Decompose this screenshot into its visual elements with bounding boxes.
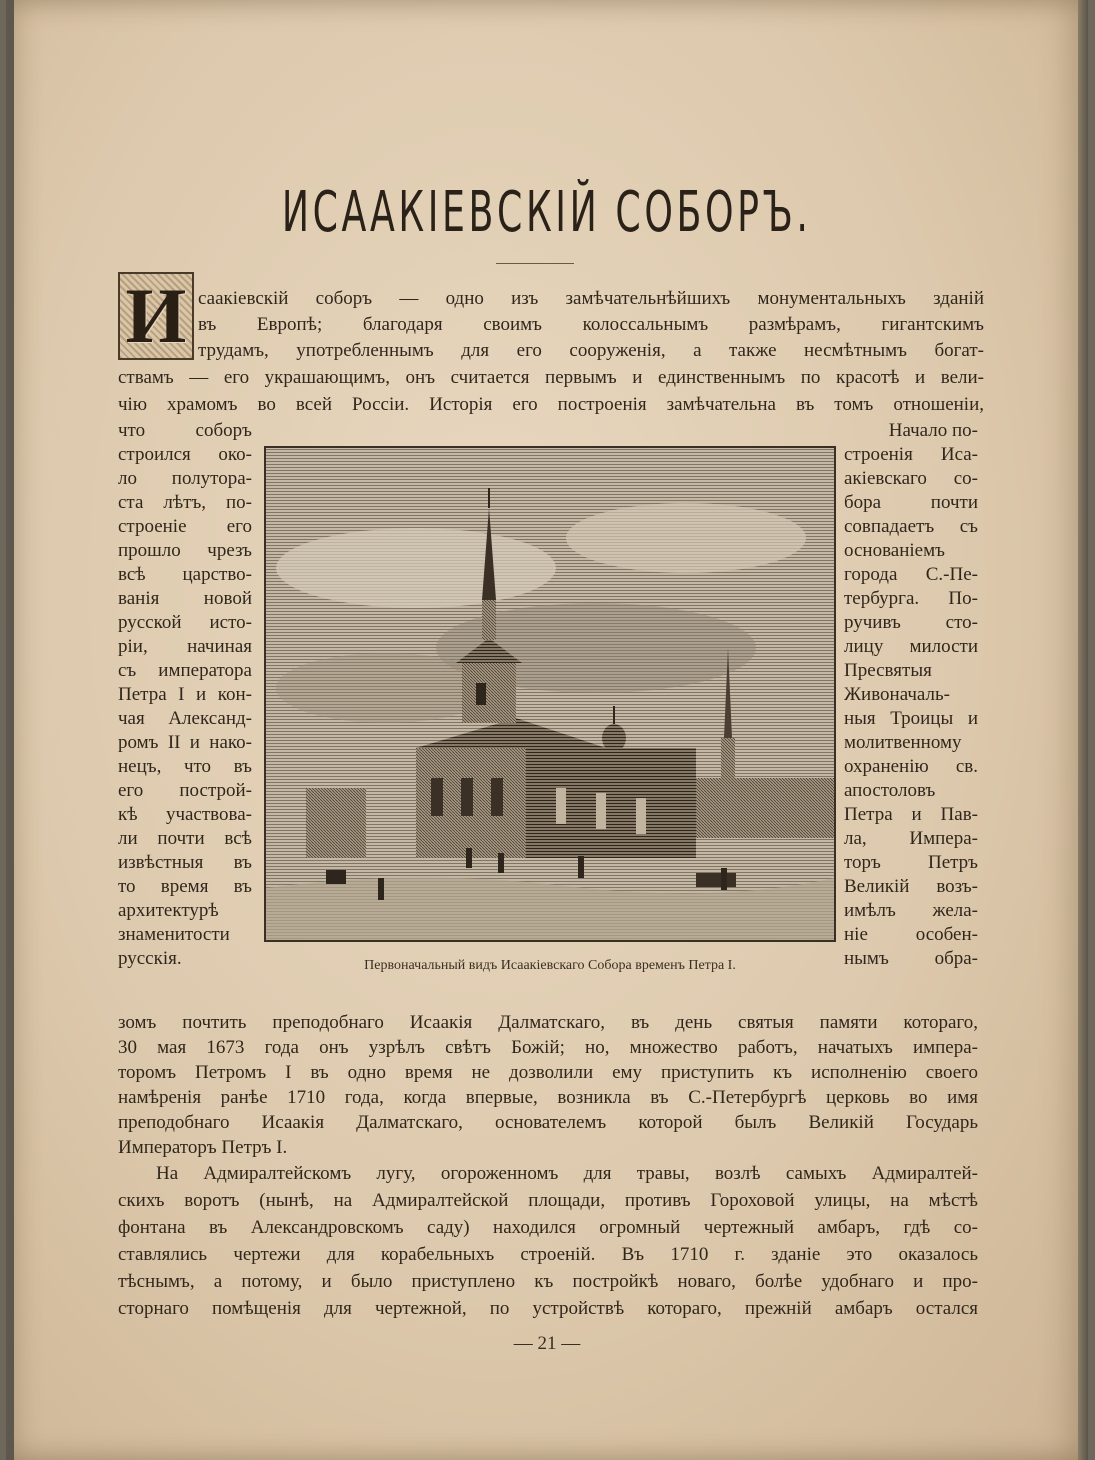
- left-column-line: ріи, начиная: [118, 636, 252, 657]
- intro-line: трудамъ, употребленнымъ для его сооруженія, а также несмѣтнымъ богат-: [198, 340, 984, 361]
- intro-line: ствамъ — его украшающимъ, онъ считается первымъ и единственнымъ по красотѣ и вели-: [118, 367, 984, 388]
- body-line: намѣренія ранѣе 1710 года, когда впервые, возникла въ С.-Петербургѣ церковь во имя: [118, 1087, 978, 1108]
- right-column-line: ла, Импера-: [844, 828, 978, 849]
- left-column-line: кѣ участвова-: [118, 804, 252, 825]
- right-column-line: Живоначаль-: [844, 684, 951, 705]
- right-column-line: тербурга. По-: [844, 588, 978, 609]
- paragraph-line: ставлялись чертежи для корабельныхъ строеній. Въ 1710 г. зданіе это оказалось: [118, 1244, 978, 1265]
- right-column-line: бора почти: [844, 492, 978, 513]
- left-column-line: русскія.: [118, 948, 182, 969]
- left-column-line: ли почти всѣ: [118, 828, 252, 849]
- right-column-line: ныя Троицы и: [844, 708, 978, 729]
- body-line: 30 мая 1673 года онъ узрѣлъ свѣтъ Божій; но, множество работъ, начатыхъ импера-: [118, 1037, 978, 1058]
- page-edge: [1078, 0, 1088, 1460]
- left-column-line: съ императора: [118, 660, 252, 681]
- right-column-line: нымъ обра-: [844, 948, 978, 969]
- page-number: — 21 —: [513, 1333, 581, 1354]
- left-column-line: прошло чрезъ: [118, 540, 252, 561]
- left-column-line: всѣ царство-: [118, 564, 252, 585]
- right-column-line: совпадаетъ съ: [844, 516, 978, 537]
- body-line: Императоръ Петръ I.: [118, 1137, 288, 1158]
- left-column-line: ромъ II и нако-: [118, 732, 252, 753]
- right-column-line: основаніемъ: [844, 540, 945, 561]
- left-column-line: архитектурѣ: [118, 900, 219, 921]
- right-column-line: апостоловъ: [844, 780, 936, 801]
- right-column-line: охраненію св.: [844, 756, 978, 777]
- cathedral-engraving-drawing: [266, 448, 834, 940]
- right-column-line: торъ Петръ: [844, 852, 978, 873]
- drop-cap-letter: И: [125, 272, 187, 359]
- left-column-line: ста лѣтъ, по-: [118, 492, 252, 513]
- right-column-line: имѣлъ жела-: [844, 900, 978, 921]
- left-column-line: нецъ, что въ: [118, 756, 252, 777]
- right-column-line: Петра и Пав-: [844, 804, 978, 825]
- right-column-line: Начало по-: [888, 420, 978, 441]
- left-column-line: то время въ: [118, 876, 252, 897]
- paragraph-line: скихъ воротъ (нынѣ, на Адмиралтейской площади, противъ Гороховой улицы, на мѣстѣ: [118, 1190, 978, 1211]
- paragraph-line: На Адмиралтейскомъ лугу, огороженномъ для травы, возлѣ самыхъ Адмиралтей-: [156, 1163, 978, 1184]
- figure-caption: Первоначальный видъ Исаакіевскаго Собора временъ Петра I.: [364, 958, 736, 973]
- body-line: преподобнаго Исаакія Далматскаго, основателемъ которой былъ Великій Государь: [118, 1112, 978, 1133]
- left-column-line: знаменитости: [118, 924, 230, 945]
- right-column-line: ручивъ сто-: [844, 612, 978, 633]
- left-column-line: строился око-: [118, 444, 252, 465]
- right-column-line: ніе особен-: [844, 924, 978, 945]
- left-column-line: русской исто-: [118, 612, 252, 633]
- left-column-line: что соборъ: [118, 420, 252, 441]
- left-column-line: его построй-: [118, 780, 252, 801]
- left-column-line: Петра I и кон-: [118, 684, 252, 705]
- intro-line: саакіевскій соборъ — одно изъ замѣчательнѣйшихъ монументальныхъ зданій: [198, 288, 984, 309]
- right-column-line: Пресвятыя: [844, 660, 932, 681]
- right-column-line: лицу милости: [844, 636, 978, 657]
- right-column-line: молитвенному: [844, 732, 962, 753]
- title-divider: [496, 263, 574, 264]
- intro-line: въ Европѣ; благодаря своимъ колоссальнымъ размѣрамъ, гигантскимъ: [198, 314, 984, 335]
- book-page: [6, 0, 1088, 1460]
- body-line: торомъ Петромъ I въ одно время не дозволили ему приступить къ исполненію своего: [118, 1062, 978, 1083]
- page-gutter: [6, 0, 14, 1460]
- left-column-line: извѣстныя въ: [118, 852, 252, 873]
- cathedral-engraving: [264, 446, 836, 942]
- left-column-line: ло полутора-: [118, 468, 252, 489]
- left-column-line: ванія новой: [118, 588, 252, 609]
- left-column-line: чая Александ-: [118, 708, 252, 729]
- page-title: ИСААКІЕВСКІЙ СОБОРЪ.: [281, 180, 812, 245]
- left-column-line: строеніе его: [118, 516, 252, 537]
- paragraph-line: тѣснымъ, а потому, и было приступлено къ постройкѣ новаго, болѣе удобнаго и про-: [118, 1271, 978, 1292]
- body-line: зомъ почтить преподобнаго Исаакія Далматскаго, въ день святыя памяти котораго,: [118, 1012, 978, 1033]
- right-column-line: Великій возъ-: [844, 876, 978, 897]
- paragraph-line: сторнаго помѣщенія для чертежной, по устройствѣ котораго, прежній амбаръ остался: [118, 1298, 978, 1319]
- right-column-line: акіевскаго со-: [844, 468, 978, 489]
- right-column-line: строенія Иса-: [844, 444, 978, 465]
- drop-cap-initial: [118, 272, 194, 360]
- right-column-line: города С.-Пе-: [844, 564, 978, 585]
- paragraph-line: фонтана въ Александровскомъ саду) находился огромный чертежный амбаръ, гдѣ со-: [118, 1217, 978, 1238]
- intro-line: чію храмомъ во всей Россіи. Исторія его построенія замѣчательна въ томъ отношеніи,: [118, 394, 984, 415]
